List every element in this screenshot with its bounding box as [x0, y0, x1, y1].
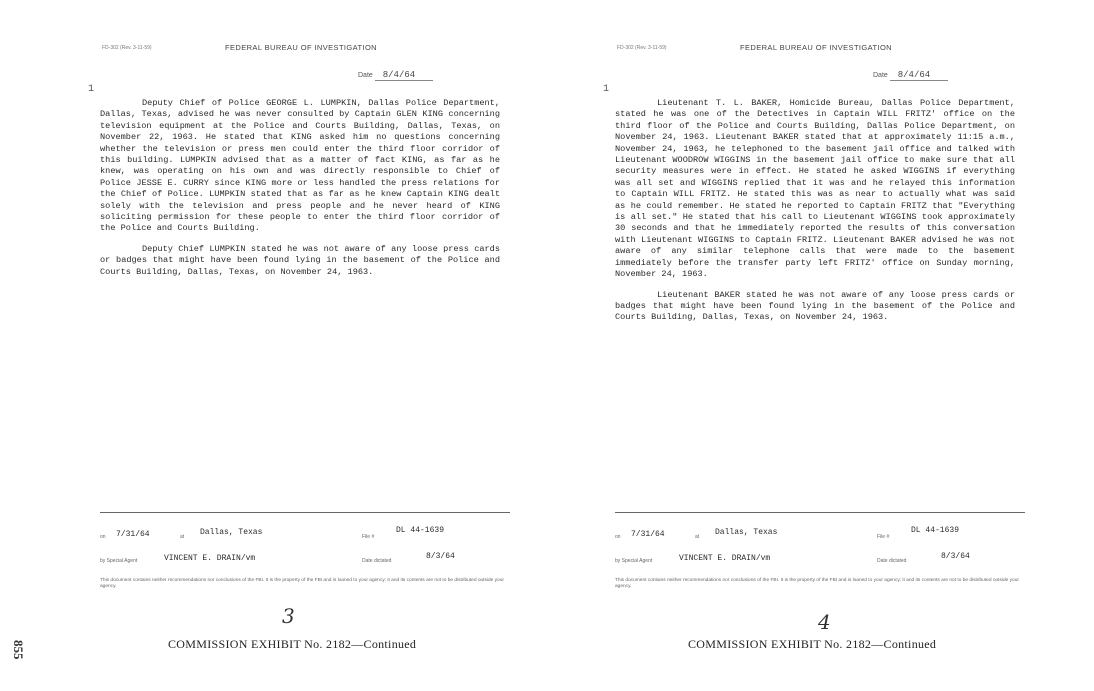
date-line [358, 70, 433, 81]
exhibit-caption: COMMISSION EXHIBIT No. 2182—Continued [168, 637, 417, 651]
date-value: 8/4/64 [375, 70, 433, 81]
date-label: Date [873, 72, 888, 79]
at-label: at [695, 534, 700, 540]
agent-label: by Special Agent [615, 558, 653, 564]
document-body [615, 98, 1015, 333]
right-document-page [603, 0, 1035, 600]
on-label: on [100, 534, 106, 540]
date-label: Date [358, 72, 373, 79]
volume-page-number: 855 [11, 640, 26, 660]
at-label: at [180, 534, 185, 540]
date-line [873, 70, 948, 81]
footer-row-interview [615, 526, 1025, 542]
paragraph: Lieutenant T. L. BAKER, Homicide Bureau, Dallas Police Department, stated he was one of the Detectives in Captain WILL FRITZ' office on the third floor of the Police and Courts Building, Dallas Police Department, on November 24, 1963. Lieutenant BAKER stated that at approximately 11:15 a.m., November 24, 1963, he telephoned to the basement jail office and talked with Lieutenant WOODROW WIGGINS in the basement jail office to make sure that all security measures were in effect. He stated he asked WIGGINS if everything was all set and WIGGINS replied that it was and he relayed this information to Captain WILL FRITZ. He stated this was as near to actually what was said as he could remember. He stated he reported to Captain FRITZ that "Everything is all set." He stated that his call to Lieutenant WIGGINS took approximately 30 seconds and that he immediately reported the results of this conversation with Lieutenant WIGGINS to Captain FRITZ. Lieutenant BAKER advised he was not aware of any similar telephone calls that were made to the basement immediately before the transfer party left FRITZ' office on Sunday morning, November 24, 1963. [615, 98, 1015, 280]
file-label: File # [362, 534, 375, 540]
paragraph: Deputy Chief LUMPKIN stated he was not aware of any loose press cards or badges that might have been found lying in the basement of the Police and Courts Building, Dallas, Texas, on November 24, 1963. [100, 243, 500, 277]
dictated-date: 8/3/64 [426, 552, 455, 561]
handwritten-page-number: 3 [282, 604, 295, 628]
handwritten-page-number: 4 [818, 610, 831, 634]
agent-name: VINCENT E. DRAIN/vm [679, 554, 771, 563]
footer-row-agent [100, 554, 510, 566]
dictated-label: Date dictated [362, 558, 392, 564]
agent-name: VINCENT E. DRAIN/vm [164, 554, 256, 563]
file-number: DL 44-1639 [396, 526, 445, 535]
page-mark: 1 [88, 84, 95, 95]
footer-row-interview [100, 526, 510, 542]
footer-divider [615, 512, 1025, 513]
on-label: on [615, 534, 621, 540]
dictated-label: Date dictated [877, 558, 907, 564]
paragraph: Lieutenant BAKER stated he was not aware of any loose press cards or badges that might have been found lying in the basement of the Police and Courts Building, Dallas, Texas, on November 24, 1963. [615, 289, 1015, 323]
page-mark: 1 [603, 84, 610, 95]
exhibit-caption: COMMISSION EXHIBIT No. 2182—Continued [688, 637, 937, 651]
interview-location: Dallas, Texas [715, 528, 778, 537]
form-number: FD-302 (Rev. 3-11-59) [102, 45, 152, 51]
agent-label: by Special Agent [100, 558, 138, 564]
dictated-date: 8/3/64 [941, 552, 970, 561]
interview-location: Dallas, Texas [200, 528, 263, 537]
file-number: DL 44-1639 [911, 526, 960, 535]
file-label: File # [877, 534, 890, 540]
footer-row-agent [615, 554, 1025, 566]
disclaimer: This document contains neither recommendations nor conclusions of the FBI. It is the property of the FBI and is loaned to your agency; it and its contents are not to be distributed outside your agency. [100, 578, 504, 589]
footer-divider [100, 512, 510, 513]
form-number: FD-302 (Rev. 3-11-59) [617, 45, 667, 51]
paragraph: Deputy Chief of Police GEORGE L. LUMPKIN, Dallas Police Department, Dallas, Texas, advised he was never consulted by Captain GLEN KING concerning television equipment at the Police and Courts Building, Dallas, Texas, on November 22, 1963. He stated that KING asked him no questions concerning whether the television or press men could enter the third floor corridor of this building. LUMPKIN advised that as a matter of fact KING, as far as he knew, was operating on his own and was directly responsible to Chief of Police JESSE E. CURRY since KING more or less handled the press relations for the Chief of Police. LUMPKIN stated that as far as he knew Captain KING dealt solely with the television and press people and he never heard of KING soliciting permission for these people to enter the third floor corridor of the Police and Courts Building. [100, 98, 500, 234]
document-body [100, 98, 500, 287]
agency-header: FEDERAL BUREAU OF INVESTIGATION [225, 43, 378, 52]
agency-header: FEDERAL BUREAU OF INVESTIGATION [740, 43, 893, 52]
interview-date: 7/31/64 [116, 530, 150, 539]
left-document-page [88, 0, 520, 600]
interview-date: 7/31/64 [631, 530, 665, 539]
date-value: 8/4/64 [890, 70, 948, 81]
disclaimer: This document contains neither recommendations nor conclusions of the FBI. It is the property of the FBI and is loaned to your agency; it and its contents are not to be distributed outside your agency. [615, 578, 1019, 589]
